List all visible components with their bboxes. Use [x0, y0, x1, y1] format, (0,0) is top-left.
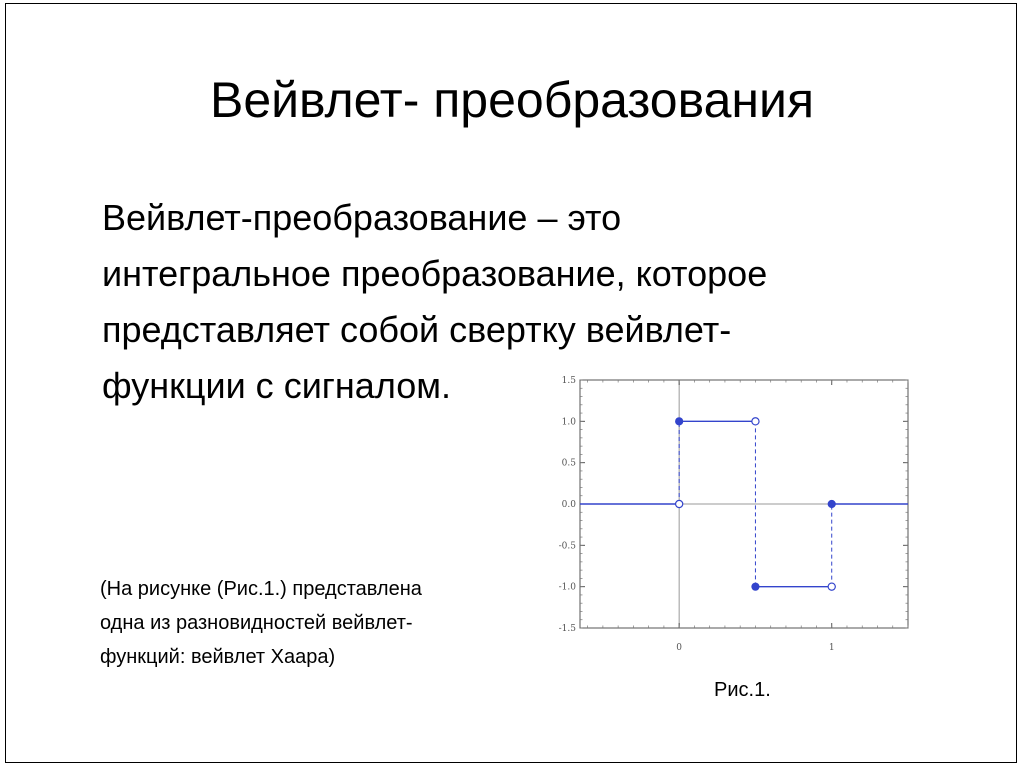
open-point	[676, 500, 683, 507]
x-tick-label: 1	[828, 643, 835, 653]
figure-caption: Рис.1.	[714, 679, 771, 701]
filled-point	[676, 418, 683, 425]
note-line: одна из разновидностей вейвлет-	[100, 612, 413, 634]
y-tick-label: 1.5	[561, 376, 576, 386]
y-tick-label: 0.5	[561, 458, 576, 469]
definition-line: интегральное преобразование, которое	[102, 253, 768, 294]
note-line: (На рисунке (Рис.1.) представлена	[100, 578, 422, 600]
figure-note	[100, 572, 500, 674]
chart-canvas	[548, 362, 918, 662]
slide-title: Вейвлет- преобразования	[209, 72, 815, 128]
haar-wavelet-chart	[548, 362, 918, 662]
open-point	[752, 418, 759, 425]
y-tick-label: -1.0	[558, 582, 576, 593]
y-tick-label: 1.0	[561, 417, 576, 428]
y-tick-label: -1.5	[558, 624, 576, 634]
definition-line: Вейвлет-преобразование – это	[102, 197, 622, 238]
y-tick-label: -0.5	[558, 541, 576, 552]
note-line: функций: вейвлет Хаара)	[100, 646, 336, 668]
definition-line: представляет собой свертку вейвлет-	[102, 309, 732, 350]
filled-point	[752, 583, 759, 590]
filled-point	[828, 500, 835, 507]
y-tick-label: 0.0	[561, 500, 576, 510]
open-point	[828, 583, 835, 590]
x-tick-label: 0	[676, 643, 683, 653]
definition-line: функции с сигналом.	[102, 365, 452, 406]
